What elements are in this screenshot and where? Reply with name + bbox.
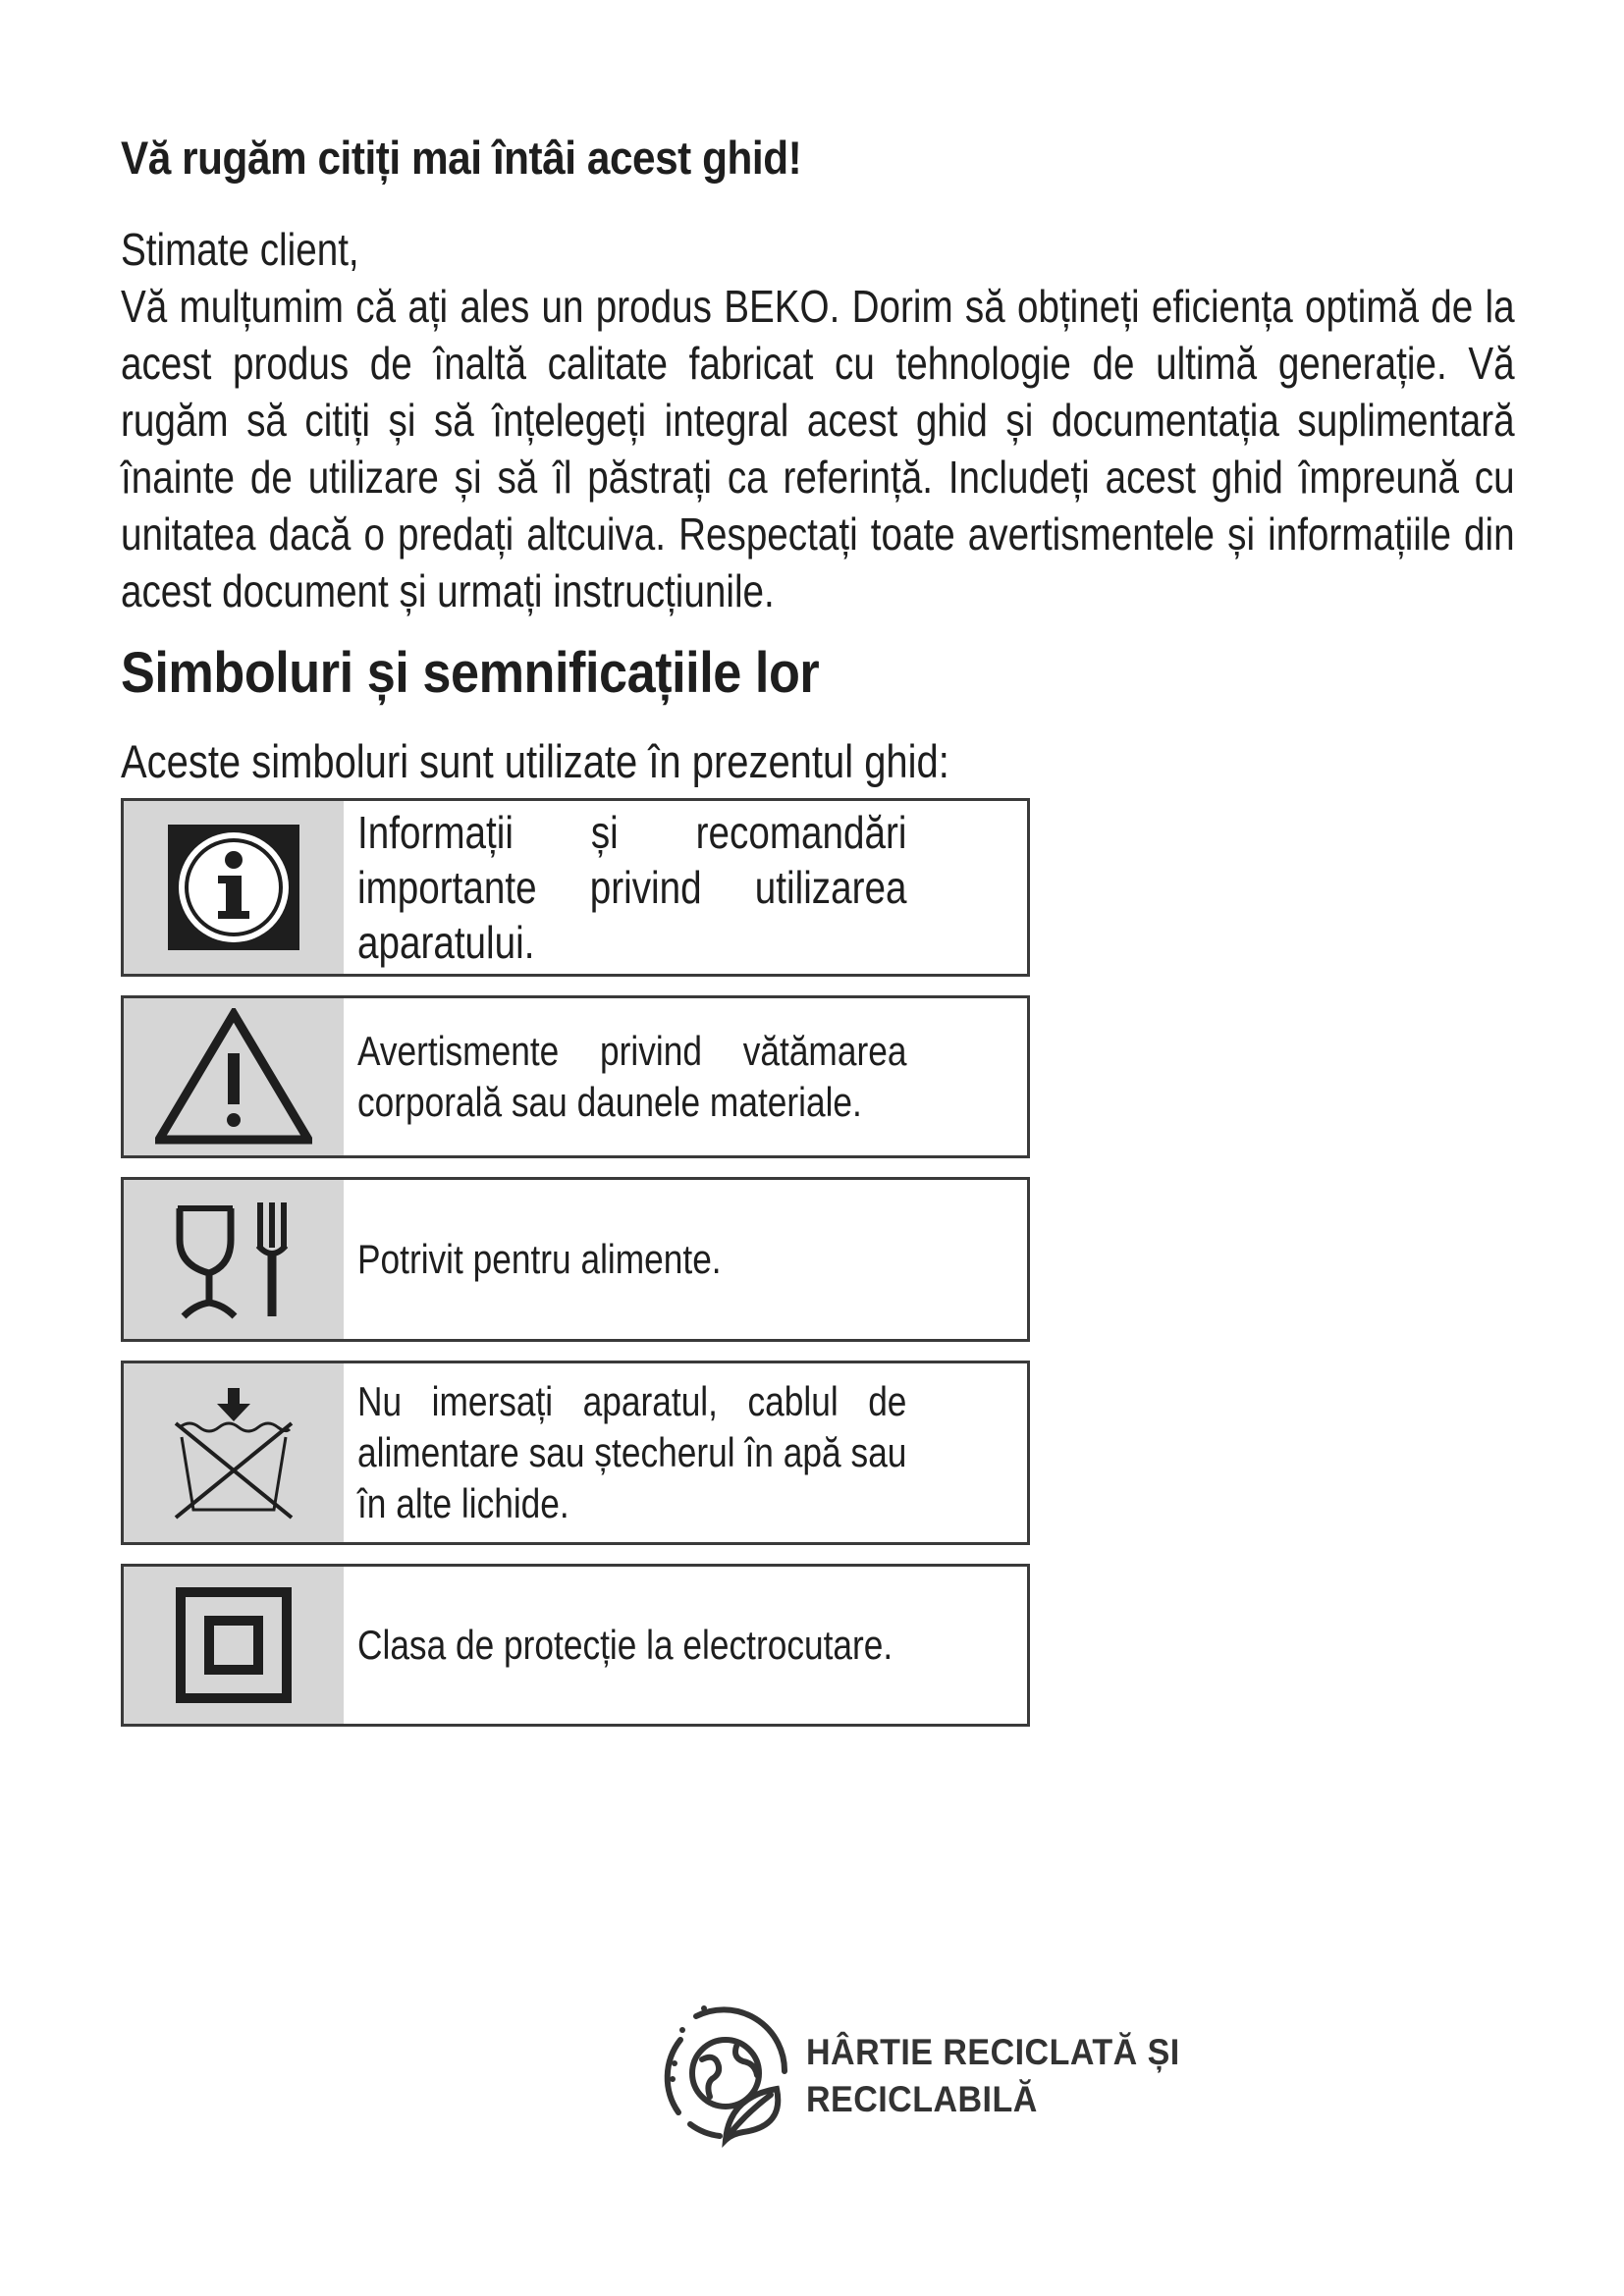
symbol-row-protection-class [121, 1564, 1030, 1727]
recycled-paper-badge [661, 2002, 1213, 2150]
symbol-row-warning [121, 995, 1030, 1158]
symbols-heading: Simboluri și semnificațiile lor [121, 641, 820, 705]
food-safe-icon [124, 1180, 344, 1339]
symbols-intro: Aceste simboluri sunt utilizate în prezentul ghid: [121, 735, 949, 787]
symbol-text: Nu imersați aparatul, cablul de alimentare sau ștecherul în apă sau în alte lichide. [357, 1378, 907, 1526]
warning-triangle-icon [124, 998, 344, 1155]
recycled-paper-icon [661, 2002, 798, 2150]
symbol-text: Avertismente privind vătămarea corporală sau daunele materiale. [357, 1028, 907, 1125]
do-not-immerse-icon [124, 1363, 344, 1542]
symbol-text: Informații și recomandări importante privind utilizarea aparatului. [357, 807, 907, 968]
protection-class-ii-icon [124, 1567, 344, 1724]
salutation: Stimate client, [121, 224, 359, 275]
intro-paragraph: Vă mulțumim că ați ales un produs BEKO. Dorim să obțineți eficiența optimă de la acest produs de înaltă calitate fabricat cu tehnologie de ultimă generație. Vă rugăm să citiți și să înțelegeți integral acest ghid și documentația suplimentară înainte de utilizare și să îl păstrați ca referință. Includeți acest ghid împreună cu unitatea dacă o predați altcuiva. Respectați toate avertismentele și informațiile din acest document și urmați instrucțiunile. [121, 281, 1515, 616]
info-icon [124, 801, 344, 974]
recycle-badge-line2: RECICLABILĂ [806, 2079, 1038, 2119]
symbol-row-info [121, 798, 1030, 977]
symbol-row-food-safe [121, 1177, 1030, 1342]
symbol-row-do-not-immerse [121, 1361, 1030, 1545]
recycle-badge-line1: HÂRTIE RECICLATĂ ȘI [806, 2032, 1180, 2072]
symbol-text: Clasa de protecție la electrocutare. [357, 1622, 893, 1668]
symbol-text: Potrivit pentru alimente. [357, 1236, 722, 1282]
guide-heading: Vă rugăm citiți mai întâi acest ghid! [121, 132, 802, 184]
